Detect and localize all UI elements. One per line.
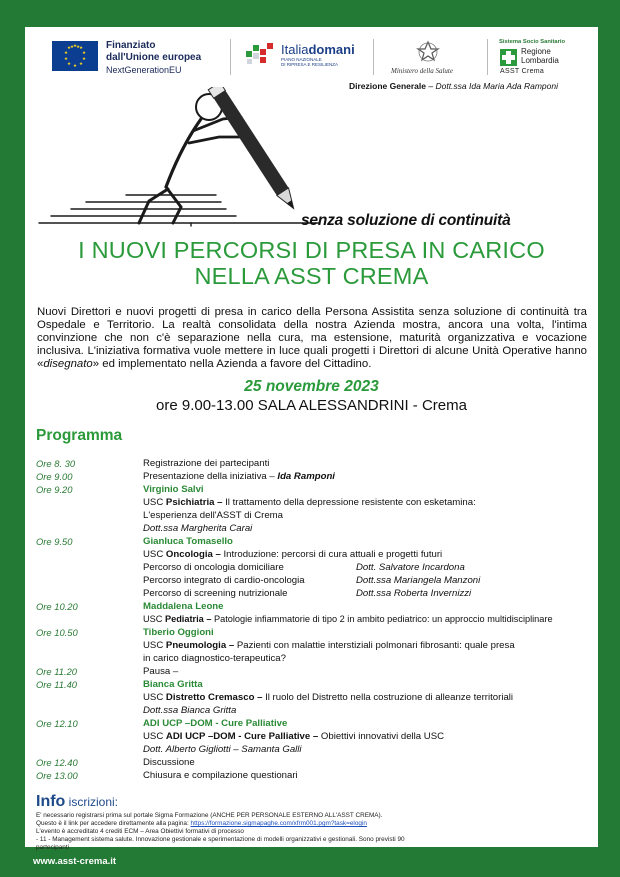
direzione-generale: Direzione Generale – Dott.ssa Ida Maria Ada Ramponi bbox=[349, 81, 558, 91]
info-line: E' necessario registrarsi prima sul portale Sigma Formazione (ANCHE PER PERSONALE ESTERNO ALL'ASST CREMA). bbox=[36, 812, 383, 819]
program-item: Discussione bbox=[143, 757, 195, 768]
speaker-name: Virginio Salvi bbox=[143, 484, 204, 495]
divider bbox=[230, 39, 231, 75]
eu-logo-text: Finanziato dall'Unione europea NextGenerationEU bbox=[106, 40, 202, 75]
program-time: Ore 10.50 bbox=[36, 627, 78, 638]
italia-domani-logo: Italiadomani PIANO NAZIONALE DI RIPRESA E RESILIENZA bbox=[281, 42, 355, 67]
program-time: Ore 9.00 bbox=[36, 471, 73, 482]
program-speaker: Dott. Salvatore Incardona bbox=[356, 562, 465, 573]
program-topic-cont: L'esperienza dell'ASST di Crema bbox=[143, 510, 283, 521]
info-line: - 11 - Management sistema salute. Innovazione gestionale e sperimentazione di modelli organizzativi e gestionali. Sono previsti 90 bbox=[36, 836, 405, 843]
event-date: 25 novembre 2023 bbox=[244, 378, 379, 395]
program-time: Ore 8. 30 bbox=[36, 458, 76, 469]
program-item: Chiusura e compilazione questionari bbox=[143, 770, 298, 781]
program-speaker: Dott.ssa Roberta Invernizzi bbox=[356, 588, 472, 599]
speaker-name: Maddalena Leone bbox=[143, 601, 224, 612]
program-item: Registrazione dei partecipanti bbox=[143, 458, 270, 469]
program-time: Ore 9.50 bbox=[36, 536, 73, 547]
program-time: Ore 9.20 bbox=[36, 484, 73, 495]
regione-logo: Regione Lombardia bbox=[521, 47, 559, 65]
program-time: Ore 11.20 bbox=[36, 666, 77, 677]
footer-website-link[interactable]: www.asst-crema.it bbox=[33, 856, 117, 867]
program-time: Ore 12.10 bbox=[36, 718, 78, 729]
program-time: Ore 11.40 bbox=[36, 679, 77, 690]
program-speaker: Dott. Alberto Gigliotti – Samanta Galli bbox=[143, 744, 302, 755]
info-line: partecipanti bbox=[36, 844, 70, 851]
program-topic: USC ADI UCP –DOM - Cure Palliative – Obiettivi innovativi della USC bbox=[143, 731, 445, 742]
program-speaker: Dott.ssa Bianca Gritta bbox=[143, 705, 237, 716]
program-topic-cont: in carico diagnostico-terapeutica? bbox=[143, 653, 286, 664]
speaker-name: Tiberio Oggioni bbox=[143, 627, 214, 638]
program-time: Ore 12.40 bbox=[36, 757, 78, 768]
tagline: senza soluzione di continuità bbox=[301, 212, 511, 229]
eu-flag-icon: ★ ★ ★ ★ ★ ★ ★ ★ ★ ★ ★ ★ bbox=[52, 41, 98, 71]
divider bbox=[373, 39, 374, 75]
poster-sheet bbox=[25, 27, 598, 851]
sistema-label: Sistema Socio Sanitario bbox=[499, 39, 566, 45]
registration-link[interactable]: https://formazione.sigmapaghe.com/xfrm001.pgm?task=elogin bbox=[190, 820, 367, 827]
speaker-name: Gianluca Tomasello bbox=[143, 536, 233, 547]
program-subtopic: Percorso di screening nutrizionale bbox=[143, 588, 288, 599]
info-heading: Info iscrizioni: bbox=[36, 793, 119, 810]
lombardia-cross-icon bbox=[500, 49, 517, 66]
event-time-place: ore 9.00-13.00 SALA ALESSANDRINI - Crema bbox=[156, 397, 467, 414]
pencil-figure-illustration bbox=[31, 87, 321, 227]
program-item: Pausa – bbox=[143, 666, 179, 677]
program-topic: USC Psichiatria – Il trattamento della depressione resistente con esketamina: bbox=[143, 497, 476, 508]
divider bbox=[487, 39, 488, 75]
program-speaker: Dott.ssa Margherita Carai bbox=[143, 523, 253, 534]
speaker-name: Bianca Gritta bbox=[143, 679, 203, 690]
program-topic: USC Pneumologia – Pazienti con malattie interstiziali polmonari fibrosanti: quale presa bbox=[143, 640, 515, 651]
speaker-name: ADI UCP –DOM - Cure Palliative bbox=[143, 718, 288, 729]
program-item: Presentazione della iniziativa – Ida Ramponi bbox=[143, 471, 335, 482]
emblem-icon bbox=[416, 40, 440, 62]
info-line: L'evento è accreditato 4 crediti ECM – Area Obiettivi formativi di processo bbox=[36, 828, 244, 835]
info-line: Questo è il link per accedere direttamente alla pagina: https://formazione.sigmapaghe.com/xfrm001.pgm?task=elogin bbox=[36, 820, 367, 827]
program-time: Ore 13.00 bbox=[36, 770, 78, 781]
asst-label: ASST Crema bbox=[500, 68, 545, 75]
italia-domani-icon bbox=[244, 41, 276, 67]
program-topic: USC Distretto Cremasco – Il ruolo del Distretto nella costruzione di alleanze territoriali bbox=[143, 692, 514, 703]
program-time: Ore 10.20 bbox=[36, 601, 78, 612]
event-title-line1: I NUOVI PERCORSI DI PRESA IN CARICO bbox=[78, 237, 545, 263]
program-topic: USC Pediatria – Patologie infiammatorie di tipo 2 in ambito pediatrico: un approccio multidisciplinare bbox=[143, 614, 553, 624]
intro-paragraph: Nuovi Direttori e nuovi progetti di presa in carico della Persona Assistita senza soluzione di continuità tra Ospedale e Territorio. La realtà consolidata della nostra Azienda mostra, ancora una volta, l'intima convinzione che non c'è separazione nella cura, ma estensione, maturità organizzativa e vocazione inclusiva. L'iniziativa formativa vuole mettere in luce quali progetti i Direttori di alcune Unità Operative hanno «disegnato» ed implementato nella Azienda a favore del Cittadino. bbox=[37, 306, 587, 370]
program-speaker: Dott.ssa Mariangela Manzoni bbox=[356, 575, 481, 586]
program-topic: USC Oncologia – Introduzione: percorsi di cura attuali e progetti futuri bbox=[143, 549, 443, 560]
program-subtopic: Percorso di oncologia domiciliare bbox=[143, 562, 284, 573]
program-subtopic: Percorso integrato di cardio-oncologia bbox=[143, 575, 305, 586]
ministero-label: Ministero della Salute bbox=[391, 67, 453, 75]
programma-heading: Programma bbox=[36, 427, 123, 444]
event-title-line2: NELLA ASST CREMA bbox=[194, 263, 429, 289]
